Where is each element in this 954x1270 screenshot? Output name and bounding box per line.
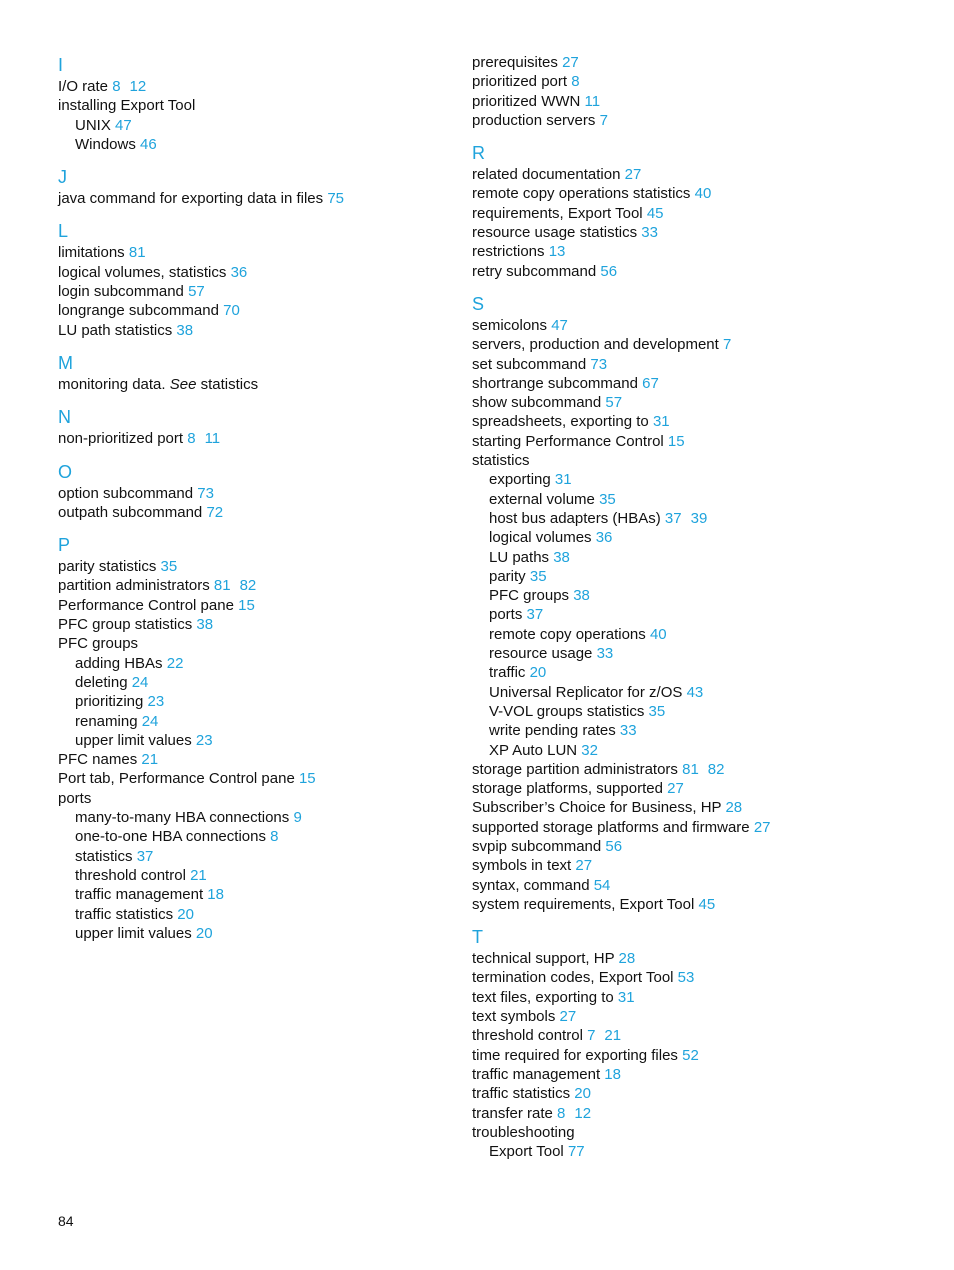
index-entry <box>58 557 448 576</box>
page-link[interactable]: 31 <box>554 471 572 489</box>
page-link[interactable]: 8 <box>187 430 196 448</box>
page-link[interactable]: 28 <box>618 950 636 968</box>
index-entry <box>472 432 912 451</box>
index-subentry <box>472 528 912 547</box>
index-subentry <box>58 905 448 924</box>
entry-term: logical volumes, statistics <box>58 263 227 281</box>
section-letter: T <box>472 927 483 948</box>
index-entry <box>472 316 912 335</box>
index-entry <box>472 412 912 431</box>
index-section-m <box>58 351 448 394</box>
page-link[interactable]: 27 <box>667 780 684 798</box>
page-link[interactable]: 73 <box>590 355 608 373</box>
page-link[interactable]: 45 <box>646 204 664 222</box>
page-link[interactable]: 27 <box>559 1008 577 1026</box>
page-link[interactable]: 28 <box>725 799 743 817</box>
index-entry <box>472 760 912 779</box>
page-link[interactable]: 15 <box>298 770 316 788</box>
index-section-s <box>472 292 912 914</box>
index-subentry <box>58 692 448 711</box>
entry-term: symbols in text <box>472 857 572 875</box>
entry-term: traffic statistics <box>472 1085 571 1103</box>
index-entry <box>472 798 912 817</box>
entry-term: PFC groups <box>489 587 570 605</box>
entry-term: shortrange subcommand <box>472 374 638 392</box>
entry-term: prerequisites <box>472 54 558 71</box>
entry-term: Performance Control pane <box>58 596 234 614</box>
entry-term: upper limit values <box>75 924 192 942</box>
section-letter: R <box>472 143 485 164</box>
index-entry <box>58 615 448 634</box>
entry-term: one-to-one HBA connections <box>75 828 266 846</box>
page-link[interactable]: 9 <box>293 809 302 827</box>
index-entry <box>472 1123 912 1142</box>
page-link[interactable]: 21 <box>141 751 159 769</box>
entry-term: renaming <box>75 712 138 730</box>
index-section-l <box>58 219 448 339</box>
index-entry <box>472 355 912 374</box>
entry-term: transfer rate <box>472 1104 553 1122</box>
page-link[interactable]: 81 <box>213 577 231 595</box>
entry-term: external volume <box>489 490 595 508</box>
index-entry <box>472 111 912 130</box>
index-entry <box>472 165 912 184</box>
page-link[interactable]: 20 <box>529 664 547 682</box>
entry-term: resource usage statistics <box>472 224 638 242</box>
index-entry <box>472 1026 912 1045</box>
entry-term: ports <box>489 606 523 624</box>
page-link[interactable]: 18 <box>604 1065 621 1083</box>
page-link[interactable]: 8 <box>270 828 279 846</box>
index-section-i <box>58 53 448 154</box>
page-link[interactable]: 32 <box>581 741 598 759</box>
page-link[interactable]: 53 <box>677 969 695 987</box>
entry-term: UNIX <box>75 116 111 134</box>
entry-term: Port tab, Performance Control pane <box>58 770 295 788</box>
page-link[interactable]: 31 <box>652 413 670 431</box>
index-entry <box>472 1007 912 1026</box>
index-entry <box>472 856 912 875</box>
entry-term: technical support, HP <box>472 950 615 968</box>
entry-term: ports <box>58 789 92 807</box>
entry-term: upper limit values <box>75 731 192 749</box>
entry-term: PFC group statistics <box>58 616 193 634</box>
section-letter: N <box>58 407 71 428</box>
entry-term: time required for exporting files <box>472 1046 678 1064</box>
page-link[interactable]: 21 <box>190 866 207 884</box>
entry-term: monitoring data. <box>58 375 166 393</box>
index-subentry <box>58 827 448 846</box>
page-link[interactable]: 45 <box>698 895 716 913</box>
index-entry <box>472 837 912 856</box>
entry-term: many-to-many HBA connections <box>75 809 290 827</box>
entry-term: parity statistics <box>58 558 157 576</box>
page-link[interactable]: 27 <box>624 166 642 184</box>
page-link[interactable]: 23 <box>147 693 165 711</box>
entry-term: spreadsheets, exporting to <box>472 413 649 431</box>
index-entry <box>58 789 448 808</box>
index-subentry <box>472 741 912 760</box>
page-link[interactable]: 73 <box>197 484 214 502</box>
entry-term: prioritized WWN <box>472 92 581 110</box>
index-entry <box>472 1084 912 1103</box>
page-link[interactable]: 56 <box>605 837 623 855</box>
page-link[interactable]: 8 <box>557 1104 566 1122</box>
page-link[interactable]: 22 <box>166 654 184 672</box>
page-number: 84 <box>58 1213 74 1229</box>
page-link[interactable]: 35 <box>599 490 616 508</box>
index-subentry <box>472 1142 912 1161</box>
entry-term: show subcommand <box>472 394 602 412</box>
entry-term: supported storage platforms and firmware <box>472 818 750 836</box>
index-subentry <box>472 586 912 605</box>
entry-term: java command for exporting data in files <box>58 190 324 208</box>
page-link[interactable]: 37 <box>136 847 154 865</box>
page-link[interactable]: 11 <box>584 92 601 110</box>
entry-term: text symbols <box>472 1008 556 1026</box>
entry-term: outpath subcommand <box>58 503 203 521</box>
entry-term: deleting <box>75 673 128 691</box>
entry-term: installing Export Tool <box>58 97 196 115</box>
page-link[interactable]: 81 <box>128 244 146 262</box>
entry-term: related documentation <box>472 166 621 184</box>
index-subentry <box>58 885 448 904</box>
index-entry <box>472 242 912 261</box>
entry-term: restrictions <box>472 243 545 261</box>
page-link[interactable]: 7 <box>599 111 608 129</box>
entry-term: syntax, command <box>472 876 590 894</box>
section-letter: L <box>58 221 69 242</box>
index-subentry <box>472 625 912 644</box>
page-link[interactable]: 43 <box>686 683 704 701</box>
index-entry <box>58 375 448 394</box>
index-section-n <box>58 405 448 448</box>
page-link[interactable]: 20 <box>574 1085 591 1103</box>
page-link[interactable]: 81 <box>682 760 699 778</box>
index-entry <box>58 301 448 320</box>
section-letter: S <box>472 293 485 314</box>
entry-term: text files, exporting to <box>472 988 614 1006</box>
page-link[interactable]: 40 <box>694 185 712 203</box>
page-link[interactable]: 33 <box>619 722 637 740</box>
index-entry <box>58 189 448 208</box>
entry-term: Windows <box>75 135 136 153</box>
entry-term: prioritizing <box>75 693 144 711</box>
page-link[interactable]: 72 <box>206 503 224 521</box>
page-link[interactable]: 15 <box>667 432 685 450</box>
entry-term: Subscriber’s Choice for Business, HP <box>472 799 722 817</box>
page-link[interactable]: 31 <box>617 988 635 1006</box>
entry-term: LU path statistics <box>58 321 173 339</box>
page-link[interactable]: 35 <box>160 558 178 576</box>
section-letter: P <box>58 535 71 556</box>
page-link[interactable]: 82 <box>707 760 725 778</box>
page-link[interactable]: 13 <box>548 243 566 261</box>
page-link[interactable]: 38 <box>176 321 194 339</box>
page-link[interactable]: 36 <box>230 263 248 281</box>
entry-term: requirements, Export Tool <box>472 204 643 222</box>
page-link[interactable]: 47 <box>551 316 568 334</box>
index-column-left <box>58 53 448 954</box>
entry-term: threshold control <box>472 1027 583 1045</box>
section-letter: J <box>58 167 67 188</box>
entry-term: non-prioritized port <box>58 430 184 448</box>
page-link[interactable]: 38 <box>573 587 590 605</box>
index-section-o <box>58 460 448 523</box>
index-section-p <box>58 533 448 943</box>
index-entry <box>472 1104 912 1123</box>
page-link[interactable]: 57 <box>605 394 623 412</box>
page-link[interactable]: 37 <box>664 509 682 527</box>
index-section-t <box>472 925 912 1161</box>
page-link[interactable]: 70 <box>223 302 240 320</box>
page-link[interactable]: 7 <box>722 336 732 354</box>
page-link[interactable]: 27 <box>753 818 771 836</box>
entry-term: production servers <box>472 111 596 129</box>
entry-term: storage platforms, supported <box>472 780 663 798</box>
index-subentry <box>472 509 912 528</box>
index-entry <box>472 374 912 393</box>
index-section-continued <box>472 53 912 130</box>
entry-term: host bus adapters (HBAs) <box>489 509 661 527</box>
index-subentry <box>472 721 912 740</box>
index-subentry <box>58 847 448 866</box>
index-entry <box>58 750 448 769</box>
index-entry <box>58 77 448 96</box>
page-link[interactable]: 75 <box>327 190 344 208</box>
page-link[interactable]: 27 <box>575 857 593 875</box>
index-entry <box>472 223 912 242</box>
index-entry <box>472 895 912 914</box>
index-entry <box>472 451 912 470</box>
entry-term: resource usage <box>489 645 593 663</box>
index-subentry <box>58 731 448 750</box>
index-entry <box>472 335 912 354</box>
entry-term: servers, production and development <box>472 336 719 354</box>
index-entry <box>58 263 448 282</box>
index-entry <box>58 596 448 615</box>
page-link[interactable]: 23 <box>195 731 213 749</box>
index-entry <box>472 72 912 91</box>
page-link[interactable]: 37 <box>526 606 544 624</box>
page-link[interactable]: 57 <box>188 283 205 301</box>
page-link[interactable]: 20 <box>195 924 213 942</box>
page-link[interactable]: 54 <box>593 876 611 894</box>
index-section-j <box>58 165 448 208</box>
index-entry <box>472 53 912 72</box>
entry-term: LU paths <box>489 548 550 566</box>
entry-term: XP Auto LUN <box>489 741 578 759</box>
index-subentry <box>472 470 912 489</box>
index-entry <box>58 634 448 653</box>
section-letter: I <box>58 55 64 75</box>
section-letter: O <box>58 461 73 482</box>
index-subentry <box>58 673 448 692</box>
index-entry <box>472 92 912 111</box>
entry-term: logical volumes <box>489 529 592 547</box>
index-entry <box>58 243 448 262</box>
entry-term: svpip subcommand <box>472 837 602 855</box>
page-link[interactable]: 33 <box>641 224 658 242</box>
section-letter: M <box>58 352 73 373</box>
page-link[interactable]: 38 <box>196 616 214 634</box>
index-subentry <box>58 866 448 885</box>
entry-term: termination codes, Export Tool <box>472 969 674 987</box>
index-entry <box>58 576 448 595</box>
index-entry <box>58 769 448 788</box>
entry-term: partition administrators <box>58 577 210 595</box>
page-link[interactable]: 18 <box>207 886 224 904</box>
index-column-right <box>472 53 912 1172</box>
page-link[interactable]: 67 <box>642 374 659 392</box>
entry-term: troubleshooting <box>472 1123 575 1141</box>
index-entry <box>472 1065 912 1084</box>
page-link[interactable]: 35 <box>529 567 547 585</box>
page-link[interactable]: 7 <box>587 1027 596 1045</box>
see-target: statistics <box>200 375 259 393</box>
index-entry <box>472 779 912 798</box>
index-subentry <box>472 605 912 624</box>
entry-term: traffic management <box>472 1065 601 1083</box>
index-entry <box>58 429 448 448</box>
index-entry <box>472 184 912 203</box>
index-subentry <box>472 663 912 682</box>
entry-term: limitations <box>58 244 125 262</box>
page-link[interactable]: 15 <box>238 596 255 614</box>
page-link[interactable]: 36 <box>595 529 613 547</box>
page-link[interactable]: 46 <box>140 135 157 153</box>
index-entry <box>472 988 912 1007</box>
index-subentry <box>472 567 912 586</box>
page-link[interactable]: 21 <box>604 1027 622 1045</box>
index-entry <box>472 262 912 281</box>
page-link[interactable]: 8 <box>571 73 580 91</box>
page-link[interactable]: 11 <box>204 430 221 448</box>
entry-term: system requirements, Export Tool <box>472 895 695 913</box>
entry-term: option subcommand <box>58 484 194 502</box>
page-link[interactable]: 77 <box>567 1143 585 1161</box>
entry-term: write pending rates <box>489 722 616 740</box>
index-entry <box>472 393 912 412</box>
index-entry <box>472 949 912 968</box>
entry-term: threshold control <box>75 866 186 884</box>
entry-term: traffic <box>489 664 526 682</box>
index-subentry <box>58 116 448 135</box>
page-link[interactable]: 38 <box>553 548 570 566</box>
index-subentry <box>472 548 912 567</box>
page-link[interactable]: 12 <box>129 78 147 95</box>
index-entry <box>472 876 912 895</box>
entry-term: Universal Replicator for z/OS <box>489 683 683 701</box>
entry-term: parity <box>489 567 526 585</box>
index-subentry <box>58 135 448 154</box>
entry-term: traffic statistics <box>75 905 174 923</box>
entry-term: remote copy operations <box>489 625 646 643</box>
entry-term: starting Performance Control <box>472 432 664 450</box>
page-link[interactable]: 40 <box>649 625 667 643</box>
entry-term: remote copy operations statistics <box>472 185 691 203</box>
index-entry <box>472 1046 912 1065</box>
entry-term: PFC names <box>58 751 138 769</box>
entry-term: prioritized port <box>472 73 568 91</box>
page-link[interactable]: 24 <box>131 673 149 691</box>
index-subentry <box>58 808 448 827</box>
page-link[interactable]: 39 <box>690 509 708 527</box>
page-link[interactable]: 52 <box>682 1046 699 1064</box>
index-entry <box>58 282 448 301</box>
index-entry <box>58 503 448 522</box>
index-entry <box>58 321 448 340</box>
page-link[interactable]: 12 <box>574 1104 592 1122</box>
entry-term: PFC groups <box>58 635 139 653</box>
page-link[interactable]: 20 <box>177 905 194 923</box>
page-link[interactable]: 33 <box>596 645 614 663</box>
entry-term: longrange subcommand <box>58 302 219 320</box>
page-link[interactable]: 24 <box>141 712 159 730</box>
page-link[interactable]: 35 <box>648 702 666 720</box>
index-subentry <box>58 712 448 731</box>
index-entry <box>472 968 912 987</box>
entry-term: storage partition administrators <box>472 760 678 778</box>
index-subentry <box>58 654 448 673</box>
index-entry <box>58 96 448 115</box>
entry-term: set subcommand <box>472 355 587 373</box>
see-reference: See <box>169 375 197 393</box>
page-link[interactable]: 82 <box>239 577 257 595</box>
index-entry <box>472 204 912 223</box>
index-entry <box>472 818 912 837</box>
entry-term: Export Tool <box>489 1143 564 1161</box>
page-link[interactable]: 56 <box>600 262 618 280</box>
index-subentry <box>472 702 912 721</box>
page-link[interactable]: 8 <box>112 78 121 95</box>
entry-term: statistics <box>75 847 133 865</box>
entry-term: adding HBAs <box>75 654 163 672</box>
entry-term: statistics <box>472 452 530 470</box>
entry-term: I/O rate <box>58 78 109 95</box>
index-subentry <box>472 490 912 509</box>
page-link[interactable]: 47 <box>115 116 132 134</box>
entry-term: traffic management <box>75 886 204 904</box>
index-subentry <box>472 644 912 663</box>
index-entry <box>58 484 448 503</box>
page-link[interactable]: 27 <box>562 54 579 71</box>
index-subentry <box>58 924 448 943</box>
entry-term: semicolons <box>472 316 548 334</box>
entry-term: V-VOL groups statistics <box>489 702 645 720</box>
entry-term: retry subcommand <box>472 262 597 280</box>
index-section-r <box>472 141 912 281</box>
entry-term: exporting <box>489 471 551 489</box>
index-subentry <box>472 683 912 702</box>
entry-term: login subcommand <box>58 283 184 301</box>
